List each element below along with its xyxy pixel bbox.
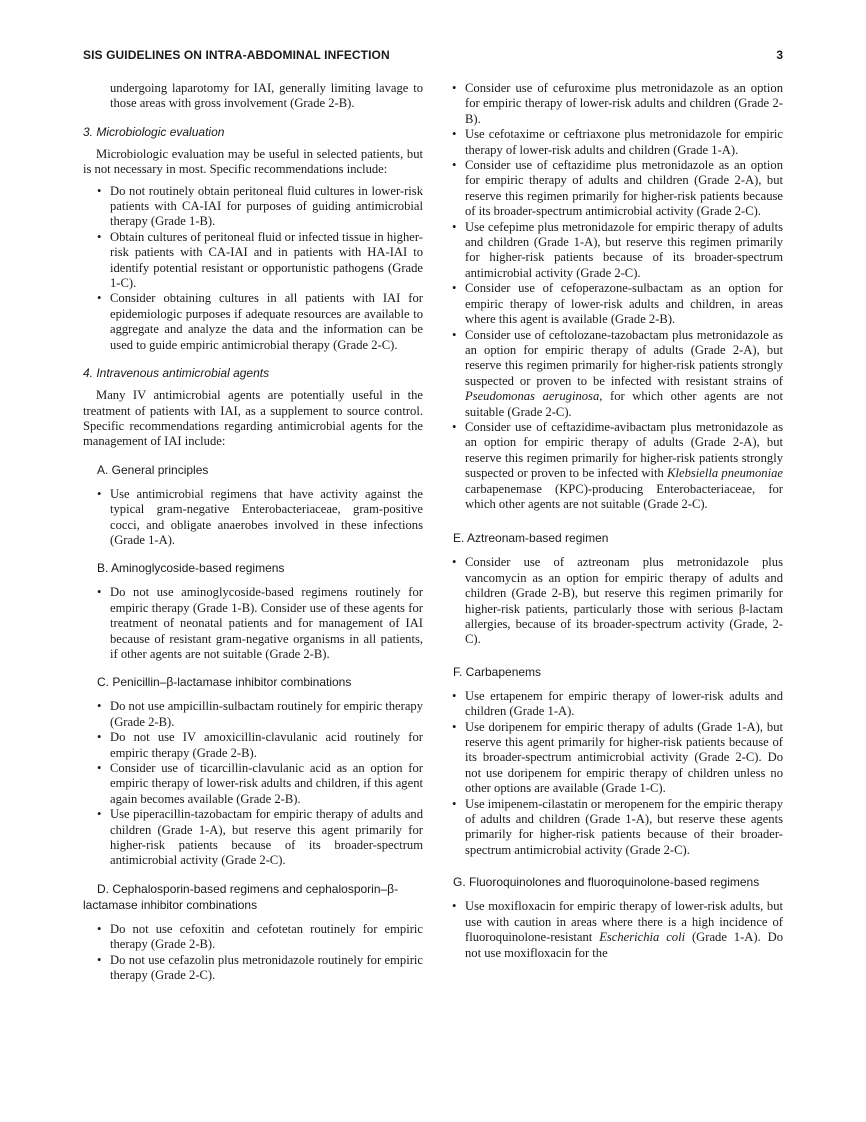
item-text: carbapenemase (KPC)-producing Enterobacteriaceae, for which other agents are not suitable (Grade 2-C). [465,481,783,511]
item-text: Consider use of ceftazidime-avibactam plus metronidazole as an option for empiric therapy of adults (Grade 2-A), but reserve this regimen primarily for higher-risk patients strongly suspected or proven to be infected with [465,419,783,481]
section-heading-intravenous-agents: 4. Intravenous antimicrobial agents [83,366,270,381]
list-item: • Use piperacillin-tazobactam for empiric therapy of adults and children (Grade 1-A), but reserve this agent primarily for higher-risk patients because of its broader-spectrum antimicrobial activity (Grade 2-C). [110,807,423,869]
list-item [465,899,783,961]
item-text: Use moxifloxacin for empiric therapy of lower-risk adults, but use with caution in areas where there is a high incidence of fluoroquinolone-resistant [465,899,783,945]
list-item: • Do not routinely obtain peritoneal fluid cultures in lower-risk patients with CA-IAI for purposes of guiding antimicrobial therapy (Grade 1-B). [110,184,423,230]
recommendation-list [443,555,783,647]
list-item [465,420,783,512]
subsection-heading-aztreonam: E. Aztreonam-based regimen [453,531,609,546]
list-item: • Consider use of cefoperazone-sulbactam as an option for empiric therapy of lower-risk adults and children, in areas where this agent is available (Grade 2-B). [465,281,783,327]
list-item [465,328,783,420]
left-column [83,81,423,983]
subsection-heading-fluoroquinolones: G. Fluoroquinolones and fluoroquinolone-based regimens [453,875,760,890]
list-item: • Consider use of ticarcillin-clavulanic acid as an option for empiric therapy of lower-risk adults and children, if this agent again becomes available (Grade 2-B). [110,761,423,807]
list-item: • Consider use of ceftazidime plus metronidazole as an option for empiric therapy of adults and children (Grade 2-A), but reserve this regimen primarily for higher-risk patients because of its broader-spectrum antimicrobial activity (Grade 2-C). [465,158,783,220]
recommendation-list [443,899,783,961]
subsection-heading-general-principles: A. General principles [97,462,209,477]
organism-name: Klebsiella pneumoniae [667,466,783,481]
item-text: (Grade 1-A). Do not use moxifloxacin for the [465,930,783,960]
list-item: • Do not use aminoglycoside-based regimens routinely for empiric therapy (Grade 1-B). Consider use of these agents for treatment of neonatal patients and for management of IAI because of resistant gram-negative organisms in all patients, if other agents are not suitable (Grade 2-B). [110,585,423,662]
list-item: • Use ertapenem for empiric therapy of lower-risk adults and children (Grade 1-A). [465,689,783,720]
recommendation-list [83,699,423,868]
list-item: • Consider use of cefuroxime plus metronidazole as an option for empiric therapy of lower-risk adults and children (Grade 2-B). [465,81,783,127]
subsection-heading-carbapenems: F. Carbapenems [453,664,542,679]
recommendation-list [443,689,783,858]
list-item: • Use doripenem for empiric therapy of adults (Grade 1-A), but reserve this agent primarily for higher-risk patients because of its broader-spectrum antimicrobial activity (Grade 2-C). Do not use doripenem for empiric therapy of children unless no other options are available (Grade 1-C). [465,720,783,797]
subsection-heading-aminoglycoside: B. Aminoglycoside-based regimens [97,561,285,576]
item-text: , for which other agents are not suitable (Grade 2-C). [465,389,783,419]
section-paragraph: Microbiologic evaluation may be useful in selected patients, but is not necessary in most. Specific recommendations include: [83,146,423,177]
page-number: 3 [776,48,783,62]
recommendation-list [443,81,783,512]
list-item: • Use antimicrobial regimens that have activity against the typical gram-negative Enterobacteriaceae, gram-positive cocci, and obligate anaerobes involved in these infections (Grade 1-A). [110,487,423,549]
recommendation-list [83,922,423,984]
recommendation-list [83,585,423,662]
list-item: • Use cefepime plus metronidazole for empiric therapy of adults and children (Grade 1-A), but reserve this regimen primarily for higher-risk patients because of its broader-spectrum antimicrobial activity (Grade 2-C). [465,220,783,282]
list-item: • Use imipenem-cilastatin or meropenem for the empiric therapy of adults and children (Grade 1-A), but reserve these agents primarily for higher-risk patients because of their broader-spectrum antimicrobial activity (Grade 2-C). [465,797,783,859]
running-title: SIS GUIDELINES ON INTRA-ABDOMINAL INFECTION [83,48,390,62]
recommendation-list [83,487,423,549]
list-item: • Do not use ampicillin-sulbactam routinely for empiric therapy (Grade 2-B). [110,699,423,730]
recommendation-list [83,184,423,353]
item-text: Consider use of ceftolozane-tazobactam plus metronidazole as an option for empiric therapy of adults (Grade 2-A), but reserve this regimen primarily for higher-risk patients strongly suspected or proven to be infected with resistant strains of [465,327,783,388]
list-item: • Consider use of aztreonam plus metronidazole plus vancomycin as an option for empiric therapy of adults and children (Grade 2-B), but reserve this regimen primarily for higher-risk patients, particularly those with serious β-lactam allergies, because of its broader-spectrum activity (Grade, 2-C). [465,555,783,647]
list-item: • Do not use IV amoxicillin-clavulanic acid routinely for empiric therapy (Grade 2-B). [110,730,423,761]
section-paragraph: Many IV antimicrobial agents are potentially useful in the treatment of patients with IAI, as a supplement to source control. Specific recommendations regarding antimicrobial agents for the management of IAI include: [83,388,423,449]
subsection-heading-penicillin: C. Penicillin–β-lactamase inhibitor combinations [97,675,352,690]
list-item: • Do not use cefazolin plus metronidazole routinely for empiric therapy (Grade 2-C). [110,953,423,984]
list-item: • Use cefotaxime or ceftriaxone plus metronidazole for empiric therapy of lower-risk adults and children (Grade 1-A). [465,127,783,158]
section-heading-microbiologic-evaluation: 3. Microbiologic evaluation [83,124,225,139]
list-item: • Consider obtaining cultures in all patients with IAI for epidemiologic purposes if adequate resources are available to aggregate and analyze the data and the information can be used to guide empiric antimicrobial therapy (Grade 2-C). [110,291,423,353]
right-column [443,81,783,961]
organism-name: Pseudomonas aeruginosa [465,389,600,404]
list-item: • Do not use cefoxitin and cefotetan routinely for empiric therapy (Grade 2-B). [110,922,423,953]
subsection-heading-cephalosporin: D. Cephalosporin-based regimens and cephalosporin–β-lactamase inhibitor combinations [83,881,399,912]
organism-name: Escherichia coli [599,930,686,945]
list-item: • Obtain cultures of peritoneal fluid or infected tissue in higher-risk patients with CA-IAI and in patients with HA-IAI to identify potential resistant or opportunistic pathogens (Grade 1-C). [110,230,423,292]
running-header [83,48,783,64]
continued-text: undergoing laparotomy for IAI, generally limiting lavage to those areas with gross involvement (Grade 2-B). [110,81,423,111]
